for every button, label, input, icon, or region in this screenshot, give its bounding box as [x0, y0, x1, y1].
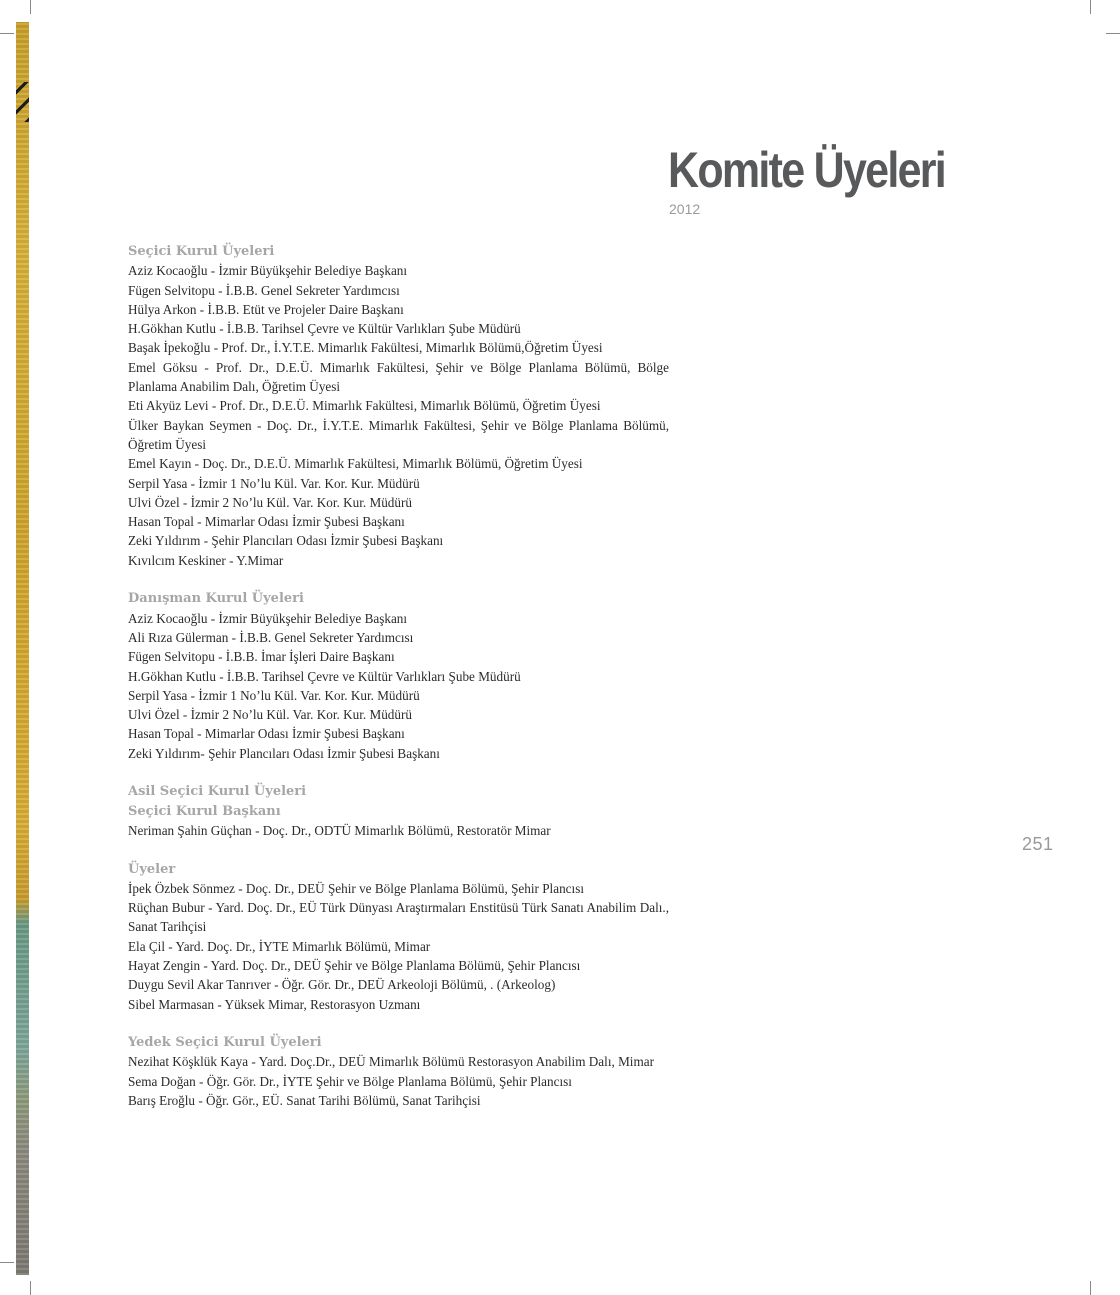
section-subheading: Seçici Kurul Başkanı [128, 803, 281, 819]
decorative-stripe-mark [16, 82, 29, 122]
member-line: Eti Akyüz Levi - Prof. Dr., D.E.Ü. Mimarlık Fakültesi, Mimarlık Bölümü, Öğretim Üyesi [128, 398, 601, 414]
committee-list [128, 242, 669, 1130]
member-line: Serpil Yasa - İzmir 1 No’lu Kül. Var. Kor. Kur. Müdürü [128, 687, 420, 703]
member-line: Ela Çil - Yard. Doç. Dr., İYTE Mimarlık Bölümü, Mimar [128, 938, 431, 954]
member-line: Fügen Selvitopu - İ.B.B. Genel Sekreter Yardımcısı [128, 282, 400, 298]
crop-mark [30, 0, 31, 14]
crop-mark [1090, 1281, 1091, 1295]
member-line: Neriman Şahin Güçhan - Doç. Dr., ODTÜ Mimarlık Bölümü, Restoratör Mimar [128, 822, 551, 838]
member-list [128, 821, 669, 840]
crop-mark [0, 1262, 14, 1263]
section-heading: Üyeler [128, 861, 176, 877]
section-heading: Yedek Seçici Kurul Üyeleri [128, 1035, 322, 1051]
member-line: Hayat Zengin - Yard. Doç. Dr., DEÜ Şehir ve Bölge Planlama Bölümü, Şehir Plancısı [128, 957, 581, 973]
member-line: Ülker Baykan Seymen - Doç. Dr., İ.Y.T.E. Mimarlık Fakültesi, Şehir ve Bölge Planlama Bölümü, Öğretim Üyesi [128, 417, 669, 452]
member-line: Hülya Arkon - İ.B.B. Etüt ve Projeler Daire Başkanı [128, 301, 404, 317]
member-list [128, 879, 669, 1014]
section-heading: Asil Seçici Kurul Üyeleri [128, 784, 307, 800]
member-line: Nezihat Köşklük Kaya - Yard. Doç.Dr., DEÜ Mimarlık Bölümü Restorasyon Anabilim Dalı, Mimar [128, 1054, 654, 1070]
member-line: Başak İpekoğlu - Prof. Dr., İ.Y.T.E. Mimarlık Fakültesi, Mimarlık Bölümü,Öğretim Üyesi [128, 340, 603, 356]
member-line: Kıvılcım Keskiner - Y.Mimar [128, 552, 284, 568]
member-list [128, 261, 669, 570]
decorative-edge-strip [16, 22, 29, 1275]
member-line: Ulvi Özel - İzmir 2 No’lu Kül. Var. Kor. Kur. Müdürü [128, 707, 412, 723]
member-line: Aziz Kocaoğlu - İzmir Büyükşehir Belediye Başkanı [128, 263, 408, 279]
member-line: H.Gökhan Kutlu - İ.B.B. Tarihsel Çevre ve Kültür Varlıkları Şube Müdürü [128, 668, 521, 684]
crop-mark [1090, 0, 1091, 14]
crop-mark [0, 33, 14, 34]
member-line: H.Gökhan Kutlu - İ.B.B. Tarihsel Çevre ve Kültür Varlıkları Şube Müdürü [128, 321, 521, 337]
section-heading: Danışman Kurul Üyeleri [128, 591, 304, 607]
member-line: Sema Doğan - Öğr. Gör. Dr., İYTE Şehir ve Bölge Planlama Bölümü, Şehir Plancısı [128, 1073, 572, 1089]
section-asil-secici-kurul [128, 782, 669, 840]
member-line: Rüçhan Bubur - Yard. Doç. Dr., EÜ Türk Dünyası Araştırmaları Enstitüsü Türk Sanatı Anabilim Dalı., Sanat Tarihçisi [128, 900, 669, 935]
page-title: Komite Üyeleri [668, 142, 946, 198]
section-yedek-secici-kurul [128, 1033, 669, 1110]
member-line: Ulvi Özel - İzmir 2 No’lu Kül. Var. Kor. Kur. Müdürü [128, 494, 412, 510]
member-line: Duygu Sevil Akar Tanrıver - Öğr. Gör. Dr., DEÜ Arkeoloji Bölümü, . (Arkeolog) [128, 977, 556, 993]
member-line: Zeki Yıldırım- Şehir Plancıları Odası İzmir Şubesi Başkanı [128, 745, 440, 761]
crop-mark [30, 1281, 31, 1295]
page-number: 251 [1022, 834, 1054, 854]
section-danisman-kurul [128, 589, 669, 763]
member-list [128, 1052, 669, 1110]
member-line: Barış Eroğlu - Öğr. Gör., EÜ. Sanat Tarihi Bölümü, Sanat Tarihçisi [128, 1093, 481, 1109]
member-line: Ali Rıza Gülerman - İ.B.B. Genel Sekreter Yardımcısı [128, 629, 414, 645]
member-line: Emel Kayın - Doç. Dr., D.E.Ü. Mimarlık Fakültesi, Mimarlık Bölümü, Öğretim Üyesi [128, 456, 583, 472]
member-list [128, 609, 669, 763]
page-year: 2012 [669, 201, 701, 217]
member-line: Zeki Yıldırım - Şehir Plancıları Odası İzmir Şubesi Başkanı [128, 533, 444, 549]
member-line: İpek Özbek Sönmez - Doç. Dr., DEÜ Şehir ve Bölge Planlama Bölümü, Şehir Plancısı [128, 880, 584, 896]
section-uyeler [128, 860, 669, 1014]
member-line: Serpil Yasa - İzmir 1 No’lu Kül. Var. Kor. Kur. Müdürü [128, 475, 420, 491]
crop-mark [1106, 33, 1120, 34]
member-line: Hasan Topal - Mimarlar Odası İzmir Şubesi Başkanı [128, 726, 405, 742]
section-secici-kurul [128, 242, 669, 570]
member-line: Hasan Topal - Mimarlar Odası İzmir Şubesi Başkanı [128, 514, 405, 530]
member-line: Aziz Kocaoğlu - İzmir Büyükşehir Belediye Başkanı [128, 610, 408, 626]
member-line: Sibel Marmasan - Yüksek Mimar, Restorasyon Uzmanı [128, 996, 421, 1012]
member-line: Fügen Selvitopu - İ.B.B. İmar İşleri Daire Başkanı [128, 649, 395, 665]
member-line: Emel Göksu - Prof. Dr., D.E.Ü. Mimarlık Fakültesi, Şehir ve Bölge Planlama Bölümü, Bölge Planlama Anabilim Dalı, Öğretim Üyesi [128, 359, 669, 395]
section-heading: Seçici Kurul Üyeleri [128, 244, 275, 259]
